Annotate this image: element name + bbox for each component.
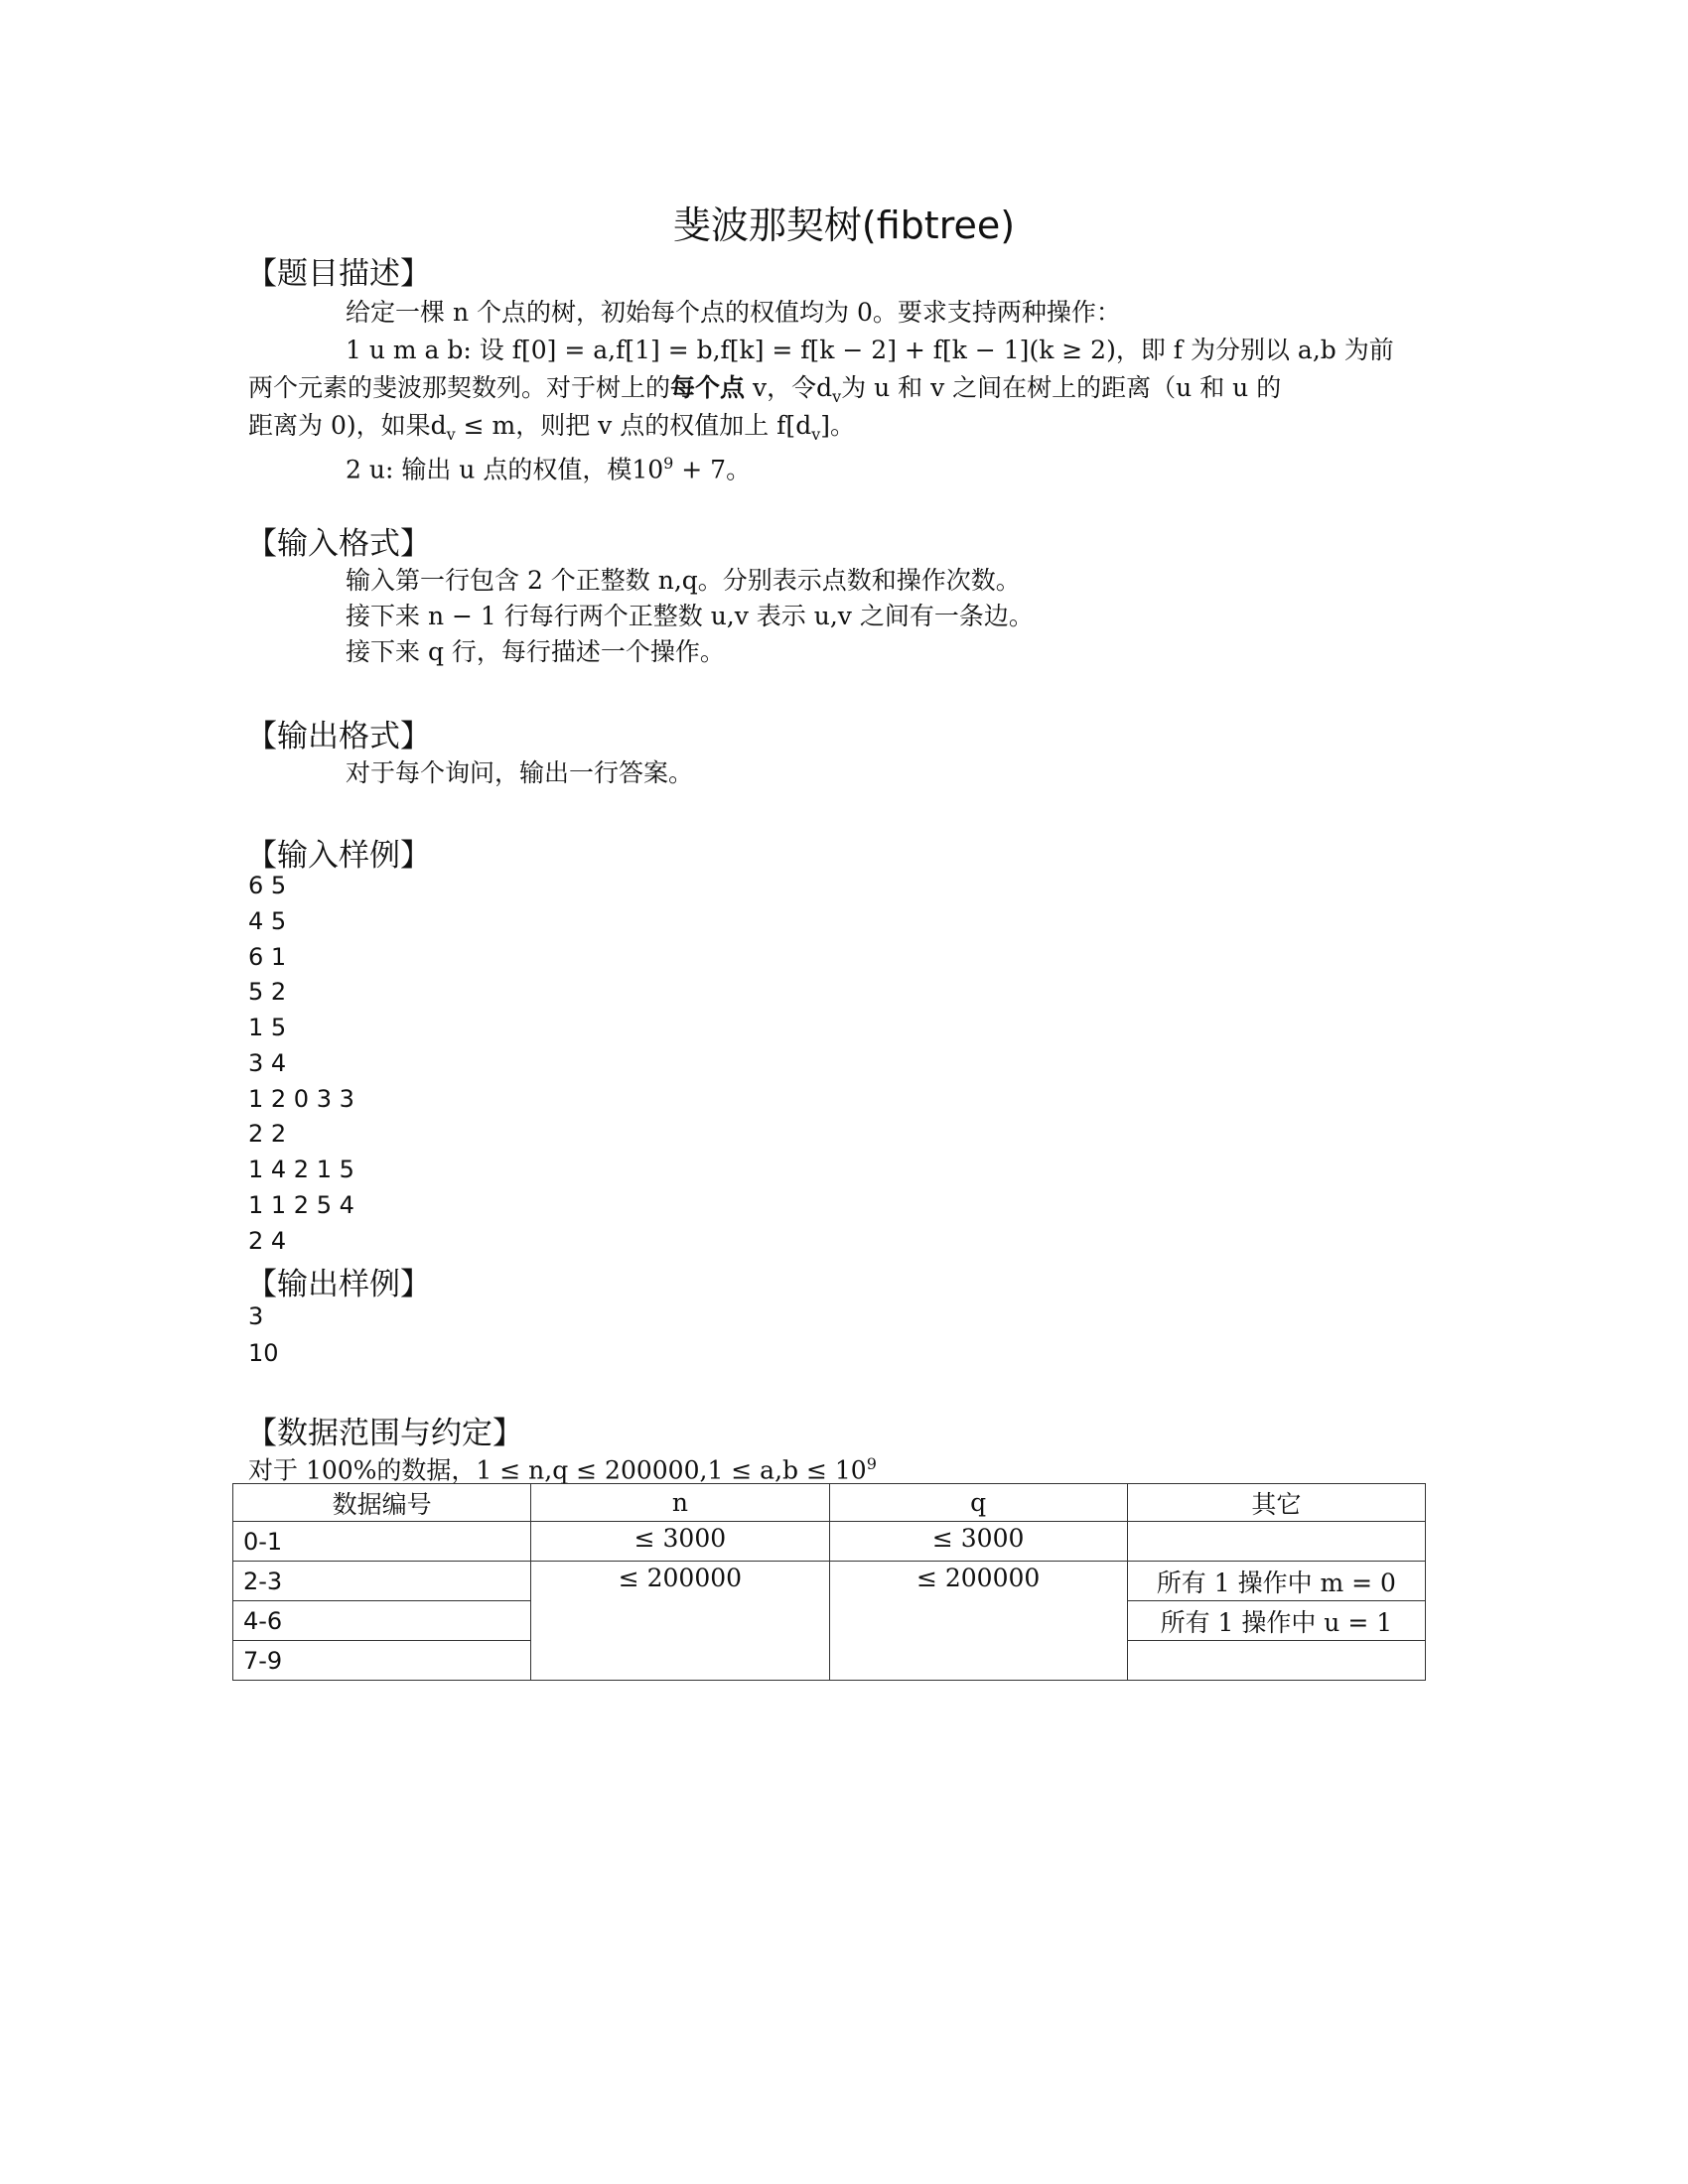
constraints-summary-sup: 9 <box>866 1454 877 1473</box>
table-cell-id: 2-3 <box>233 1562 531 1601</box>
description-line-3-sub: v <box>832 387 842 406</box>
sample-input-line: 4 5 <box>248 907 287 935</box>
description-line-5-a: 2 u: 输出 u 点的权值，模10 <box>346 455 664 484</box>
sample-output-line: 10 <box>248 1339 279 1367</box>
sample-input-line: 1 5 <box>248 1014 287 1041</box>
description-line-4-sub: v <box>446 425 456 444</box>
description-line-5-b: + 7。 <box>673 455 752 484</box>
table-cell-other: 所有 1 操作中 u = 1 <box>1127 1601 1425 1641</box>
sample-input-line: 3 4 <box>248 1049 287 1077</box>
sample-input-line: 1 2 0 3 3 <box>248 1085 354 1113</box>
table-cell-id: 4-6 <box>233 1601 531 1641</box>
sample-output-line: 3 <box>248 1302 264 1330</box>
description-line-3-a: 两个元素的斐波那契数列。对于树上的 <box>248 373 671 402</box>
description-line-1: 给定一棵 n 个点的树，初始每个点的权值均为 0。要求支持两种操作： <box>346 298 1121 327</box>
table-cell-other <box>1127 1522 1425 1562</box>
heading-sample-input: 【输入样例】 <box>246 838 431 874</box>
description-line-3-c: 为 u 和 v 之间在树上的距离（u 和 u 的 <box>841 373 1282 402</box>
constraints-summary-text: 对于 100%的数据，1 ≤ n,q ≤ 200000,1 ≤ a,b ≤ 10 <box>248 1455 867 1485</box>
description-line-2: 1 u m a b: 设 f[0] = a,f[1] = b,f[k] = f[k − 2] + f[k − 1](k ≥ 2)，即 f 为分别以 a,b 为前 <box>346 336 1394 364</box>
table-header-cell: 其它 <box>1127 1484 1425 1522</box>
sample-input-line: 2 2 <box>248 1120 287 1148</box>
description-line-3-b: v，令d <box>745 373 833 402</box>
output-format-line-1: 对于每个询问，输出一行答案。 <box>346 758 694 787</box>
table-cell-other: 所有 1 操作中 m = 0 <box>1127 1562 1425 1601</box>
description-line-4-sub2: v <box>811 425 821 444</box>
table-row <box>233 1522 1426 1562</box>
heading-sample-output: 【输出样例】 <box>246 1267 431 1302</box>
sample-input-line: 1 1 2 5 4 <box>248 1191 354 1219</box>
sample-input-line: 2 4 <box>248 1227 287 1255</box>
description-line-4-c: ]。 <box>820 411 856 440</box>
sample-input-line: 5 2 <box>248 978 287 1006</box>
table-cell-n: ≤ 200000 <box>531 1562 829 1681</box>
sample-input-line: 6 5 <box>248 872 287 899</box>
table-cell-id: 0-1 <box>233 1522 531 1562</box>
page-title: 斐波那契树(fibtree) <box>672 204 1016 247</box>
heading-description: 【题目描述】 <box>246 256 431 292</box>
sample-input-line: 1 4 2 1 5 <box>248 1156 354 1183</box>
description-line-4-a: 距离为 0)，如果d <box>248 411 447 440</box>
heading-constraints: 【数据范围与约定】 <box>246 1416 523 1451</box>
input-format-line-3: 接下来 q 行，每行描述一个操作。 <box>346 637 725 666</box>
table-cell-q: ≤ 200000 <box>829 1562 1127 1681</box>
table-cell-other <box>1127 1641 1425 1681</box>
table-header-cell: q <box>829 1484 1127 1522</box>
description-line-5 <box>346 445 751 488</box>
input-format-line-2: 接下来 n − 1 行每行两个正整数 u,v 表示 u,v 之间有一条边。 <box>346 602 1034 630</box>
input-format-line-1: 输入第一行包含 2 个正整数 n,q。分别表示点数和操作次数。 <box>346 566 1021 595</box>
table-row <box>233 1562 1426 1601</box>
description-line-3-bold: 每个点 <box>670 373 746 402</box>
heading-input-format: 【输入格式】 <box>246 526 431 562</box>
sample-input-line: 6 1 <box>248 943 287 971</box>
table-cell-q: ≤ 3000 <box>829 1522 1127 1562</box>
table-header-cell: 数据编号 <box>233 1484 531 1522</box>
table-header-cell: n <box>531 1484 829 1522</box>
table-cell-id: 7-9 <box>233 1641 531 1681</box>
heading-output-format: 【输出格式】 <box>246 719 431 754</box>
description-line-4-b: ≤ m，则把 v 点的权值加上 f[d <box>455 411 812 440</box>
constraints-table <box>232 1483 1426 1681</box>
table-header-row <box>233 1484 1426 1522</box>
table-cell-n: ≤ 3000 <box>531 1522 829 1562</box>
description-line-5-sup: 9 <box>663 454 674 473</box>
